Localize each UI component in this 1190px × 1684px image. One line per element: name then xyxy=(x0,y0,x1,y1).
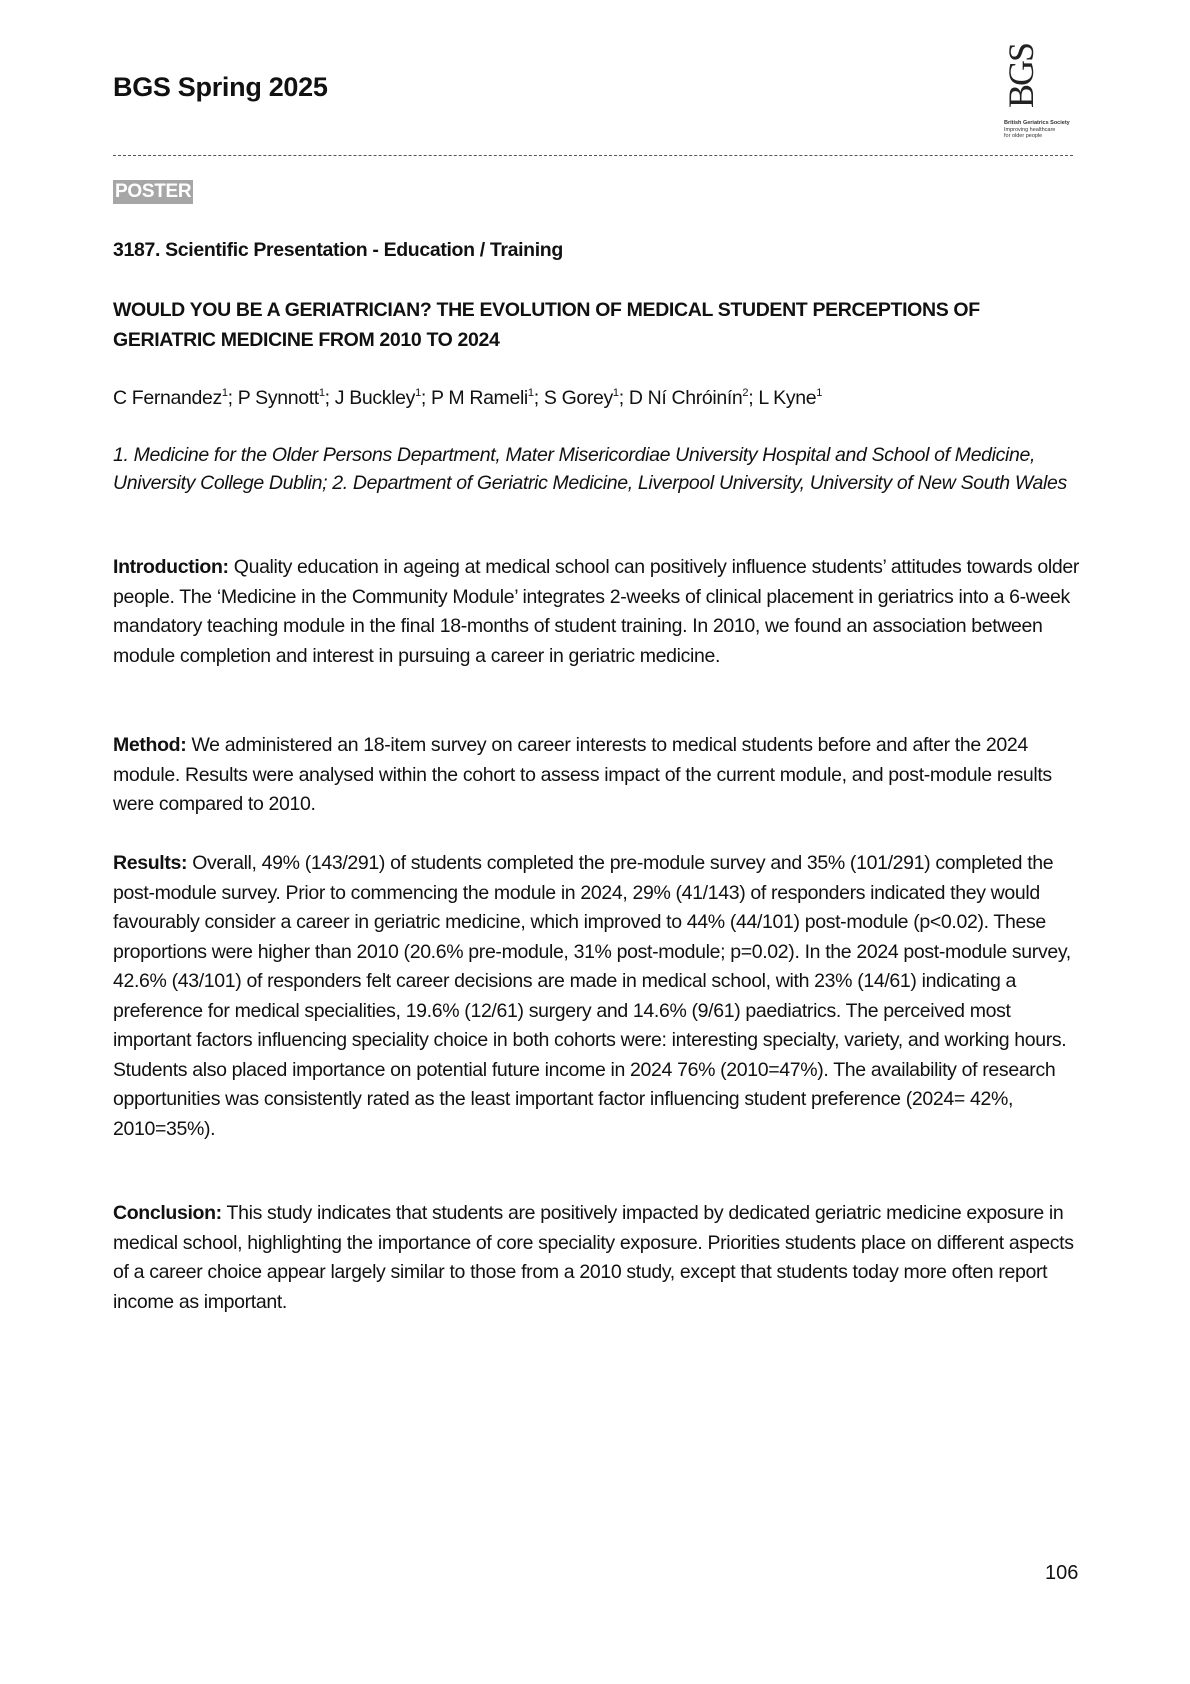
author-affiliation-index: 1 xyxy=(527,387,534,399)
poster-badge: POSTER xyxy=(115,181,192,202)
author xyxy=(113,387,228,409)
section-conclusion xyxy=(113,1199,1083,1317)
abstract-title: WOULD YOU BE A GERIATRICIAN? THE EVOLUTION OF MEDICAL STUDENT PERCEPTIONS OF GERIATRIC MEDICINE FROM 2010 TO 2024 xyxy=(113,299,980,351)
author-affiliation-index: 1 xyxy=(816,387,823,399)
author-name: J Buckley xyxy=(334,387,416,409)
author-affiliation-index: 1 xyxy=(612,387,619,399)
bgs-logo-text xyxy=(1004,120,1070,140)
author-name: P M Rameli xyxy=(431,387,528,409)
section-results xyxy=(113,849,1083,1144)
author xyxy=(544,387,619,409)
author-list: C Fernandez$^1$; P Synnott$^1$; J Buckley$^1$; P M Rameli$^1$; S Gorey$^1$; D Ní Chróinín$^2$; L Kyne$^1$ xyxy=(113,387,823,409)
author-affiliation-index: 1 xyxy=(415,387,421,399)
author xyxy=(238,387,325,409)
author-affiliation-index: 1 xyxy=(221,387,228,399)
author-name: S Gorey xyxy=(543,387,613,409)
page-number: 106 xyxy=(1045,1562,1079,1584)
logo-org-name: British Geriatrics Society xyxy=(1004,120,1070,126)
section-label: Results: xyxy=(113,852,188,874)
page-header-title: BGS Spring 2025 xyxy=(113,72,328,102)
section-introduction xyxy=(113,553,1083,671)
section-text: Quality education in ageing at medical school can positively influence students’ attitudes towards older people. The ‘Medicine in the Community Module’ integrates 2-weeks of clinical placement in geriatrics into a 6-week mandatory teaching module in the final 18-months of student training. In 2010, we found an association between module completion and interest in pursuing a career in geriatric medicine. xyxy=(113,556,1079,667)
author xyxy=(758,387,822,409)
author-name: C Fernandez xyxy=(113,387,222,409)
section-label: Conclusion: xyxy=(113,1202,222,1224)
bgs-logo-mark: BGS xyxy=(1001,43,1041,108)
logo-tagline-2: for older people xyxy=(1004,133,1043,139)
affiliations: 1. Medicine for the Older Persons Department, Mater Misericordiae University Hospital and School of Medicine, University College Dublin; 2. Department of Geriatric Medicine, Liverpool University, University of New South Wales xyxy=(113,444,1067,494)
section-text: We administered an 18-item survey on career interests to medical students before and after the 2024 module. Results were analysed within the cohort to assess impact of the current module, and post-module results were compared to 2010. xyxy=(113,734,1052,815)
author-name: D Ní Chróinín xyxy=(628,387,743,409)
header-divider xyxy=(113,155,1073,156)
author xyxy=(431,387,534,409)
bgs-logo xyxy=(1000,43,1090,145)
section-text: This study indicates that students are positively impacted by dedicated geriatric medicine exposure in medical school, highlighting the importance of core speciality exposure. Priorities students place on different aspects of a career choice appear largely similar to those from a 2010 study, except that students today more often report income as important. xyxy=(113,1202,1074,1313)
author-name: L Kyne xyxy=(758,387,817,409)
logo-tagline-1: Improving healthcare xyxy=(1004,126,1056,133)
section-label: Introduction: xyxy=(113,556,229,578)
section-method xyxy=(113,731,1083,820)
section-label: Method: xyxy=(113,734,187,756)
author-name: P Synnott xyxy=(237,387,319,409)
session-line: 3187. Scientific Presentation - Education / Training xyxy=(113,239,563,261)
author xyxy=(335,387,421,409)
author-affiliation-index: 1 xyxy=(318,387,325,399)
author-affiliation-index: 2 xyxy=(742,387,749,399)
author xyxy=(629,387,748,409)
section-text: Overall, 49% (143/291) of students completed the pre-module survey and 35% (101/291) completed the post-module survey. Prior to commencing the module in 2024, 29% (41/143) of responders indicated they would favourably consider a career in geriatric medicine, which improved to 44% (44/101) post-module (p<0.02). These proportions were higher than 2010 (20.6% pre-module, 31% post-module; p=0.02). In the 2024 post-module survey, 42.6% (43/101) of responders felt career decisions are made in medical school, with 23% (14/61) indicating a preference for medical specialities, 19.6% (12/61) surgery and 14.6% (9/61) paediatrics. The perceived most important factors influencing speciality choice in both cohorts were: interesting specialty, variety, and working hours. Students also placed importance on potential future income in 2024 76% (2010=47%). The availability of research opportunities was consistently rated as the least important factor influencing student preference (2024= 42%, 2010=35%). xyxy=(113,852,1071,1140)
